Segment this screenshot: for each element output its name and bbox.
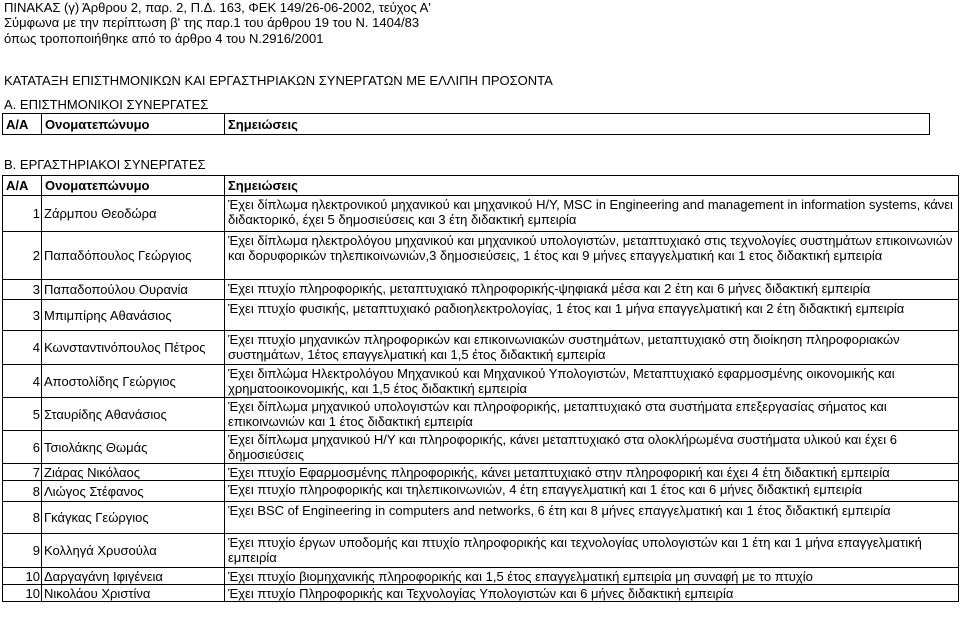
section-a-header-row (3, 114, 930, 135)
table-row (3, 585, 959, 602)
row-number: 2 (3, 232, 42, 280)
section-b-title: Β. ΕΡΓΑΣΤΗΡΙΑΚΟΙ ΣΥΝΕΡΓΑΤΕΣ (4, 157, 206, 172)
col-header-name: Ονοματεπώνυμο (42, 114, 225, 135)
header-line-1: ΠΙΝΑΚΑΣ (γ) Άρθρου 2, παρ. 2, Π.Δ. 163, ΦΕΚ 149/26-06-2002, τεύχος Α' (4, 0, 431, 15)
row-number: 7 (3, 464, 42, 481)
col-header-aa: Α/Α (3, 114, 42, 135)
row-number: 4 (3, 331, 42, 365)
row-number: 8 (3, 502, 42, 534)
header-line-2: Σύμφωνα με την περίπτωση β' της παρ.1 του άρθρου 19 του Ν. 1404/83 (4, 15, 420, 30)
section-a-title: Α. ΕΠΙΣΤΗΜΟΝΙΚΟΙ ΣΥΝΕΡΓΑΤΕΣ (4, 97, 209, 112)
section-b-table (2, 175, 959, 602)
row-name: Ζιάρας Νικόλαος (42, 464, 225, 481)
row-name: Γκάγκας Γεώργιος (42, 502, 225, 534)
table-row (3, 280, 959, 300)
row-name: Λιώγος Στέφανος (42, 481, 225, 502)
row-name: Κολληγά Χρυσούλα (42, 534, 225, 568)
section-b-header-row (3, 176, 959, 196)
row-notes: Έχει πτυχίο μηχανικών πληροφορικών και επικοινωνιακών συστημάτων, μεταπτυχιακό στη διοίκηση πληροφοριακών συστημάτων, 1έτος επαγγελματική και 1,5 έτος διδακτική εμπειρία (225, 331, 959, 365)
table-row (3, 534, 959, 568)
header-line-3: όπως τροποποιήθηκε από το άρθρο 4 του Ν.2916/2001 (4, 31, 324, 46)
row-number: 8 (3, 481, 42, 502)
row-notes: Έχει πτυχίο πληροφορικής και τηλεπικοινωνιών, 4 έτη επαγγελματική και 1 έτος και 6 μήνες διδακτική εμπειρία (225, 481, 959, 502)
row-name: Τσιολάκης Θωμάς (42, 431, 225, 464)
row-name: Κωνσταντινόπουλος Πέτρος (42, 331, 225, 365)
row-number: 6 (3, 431, 42, 464)
row-name: Αποστολίδης Γεώργιος (42, 365, 225, 398)
row-notes: Έχει πτυχίο έργων υποδομής και πτυχίο πληροφορικής και τεχνολογίας υπολογιστών και 1 έτη και 1 μήνα επαγγελματική εμπειρία (225, 534, 959, 568)
row-notes: Έχει δίπλωμα μηχανικού υπολογιστών και πληροφορικής, μεταπτυχιακό στα συστήματα επεξεργασίας σήματος και επικοινωνιών και 1 έτος διδακτική εμπειρία (225, 398, 959, 431)
table-row (3, 196, 959, 232)
table-row (3, 568, 959, 585)
table-row (3, 300, 959, 331)
table-row (3, 398, 959, 431)
table-row (3, 331, 959, 365)
row-number: 3 (3, 280, 42, 300)
row-notes: Έχει διπλώμα Ηλεκτρολόγου Μηχανικού και Μηχανικού Υπολογιστών, Μεταπτυχιακό εφαρμοσμένης οικονομικής και χρηματοοικονομικής, και 1,5 έτος διδακτική εμπειρία (225, 365, 959, 398)
col-header-notes: Σημειώσεις (225, 114, 930, 135)
row-name: Μπιμπίρης Αθανάσιος (42, 300, 225, 331)
row-number: 1 (3, 196, 42, 232)
row-name: Παπαδοπούλου Ουρανία (42, 280, 225, 300)
table-row (3, 365, 959, 398)
table-row (3, 481, 959, 502)
row-notes: Έχει πτυχίο πληροφορικής, μεταπτυχιακό πληροφορικής-ψηφιακά μέσα και 2 έτη και 6 μήνες διδακτική εμπειρία (225, 280, 959, 300)
row-number: 3 (3, 300, 42, 331)
row-notes: Έχει πτυχίο φυσικής, μεταπτυχιακό ραδιοηλεκτρολογίας, 1 έτος και 1 μήνα επαγγελματική και 2 έτη διδακτική εμπειρία (225, 300, 959, 331)
row-notes: Έχει πτυχίο βιομηχανικής πληροφορικής και 1,5 έτος επαγγελματική εμπειρία μη συναφή με το πτυχίο (225, 568, 959, 585)
row-notes: Έχει δίπλωμα ηλεκτρολόγου μηχανικού και μηχανικού υπολογιστών, μεταπτυχιακό στις τεχνολογίες συστημάτων επικοινωνιών και δορυφορικών τηλεπικοινωνιών,3 δημοσιεύσεις, 1 έτος και 9 μήνες επαγγελματική και 1 ετος διδακτική εμπειρία (225, 232, 959, 280)
row-notes: Έχει BSC of Engineering in computers and networks, 6 έτη και 8 μήνες επαγγελματική και 1 έτος διδακτική εμπειρία (225, 502, 959, 534)
row-number: 9 (3, 534, 42, 568)
row-notes: Έχει δίπλωμα μηχανικού Η/Υ και πληροφορικής, κάνει μεταπτυχιακό στα ολοκλήρωμένα συστήματα υλικού και έχει 6 δημοσιεύσεις (225, 431, 959, 464)
row-number: 10 (3, 568, 42, 585)
row-number: 10 (3, 585, 42, 602)
row-name: Ζάρμπου Θεοδώρα (42, 196, 225, 232)
row-name: Παπαδόπουλος Γεώργιος (42, 232, 225, 280)
table-row (3, 232, 959, 280)
row-number: 5 (3, 398, 42, 431)
col-header-aa: Α/Α (3, 176, 42, 196)
section-a-table (2, 113, 930, 135)
row-notes: Έχει δίπλωμα ηλεκτρονικού μηχανικού και μηχανικού Η/Υ, MSC in Engineering and management in information systems, κάνει διδακτορικό, έχει 5 δημοσιεύσεις και 3 έτη διδακτική εμπειρία (225, 196, 959, 232)
row-name: Νικολάου Χριστίνα (42, 585, 225, 602)
col-header-name: Ονοματεπώνυμο (42, 176, 225, 196)
row-number: 4 (3, 365, 42, 398)
row-name: Σταυρίδης Αθανάσιος (42, 398, 225, 431)
row-notes: Έχει πτυχίο Πληροφορικής και Τεχνολογίας Υπολογιστών και 6 μήνες διδακτική εμπειρία (225, 585, 959, 602)
row-notes: Έχει πτυχίο Εφαρμοσμένης πληροφορικής, κάνει μεταπτυχιακό στην πληροφορική και έχει 4 έτη διδακτική εμπειρία (225, 464, 959, 481)
document-title: ΚΑΤΑΤΑΞΗ ΕΠΙΣΤΗΜΟΝΙΚΩΝ ΚΑΙ ΕΡΓΑΣΤΗΡΙΑΚΩΝ ΣΥΝΕΡΓΑΤΩΝ ΜΕ ΕΛΛΙΠΗ ΠΡΟΣΟΝΤΑ (4, 73, 553, 88)
table-row (3, 502, 959, 534)
col-header-notes: Σημειώσεις (225, 176, 959, 196)
table-row (3, 431, 959, 464)
row-name: Δαργαγάνη Ιφιγένεια (42, 568, 225, 585)
table-row (3, 464, 959, 481)
